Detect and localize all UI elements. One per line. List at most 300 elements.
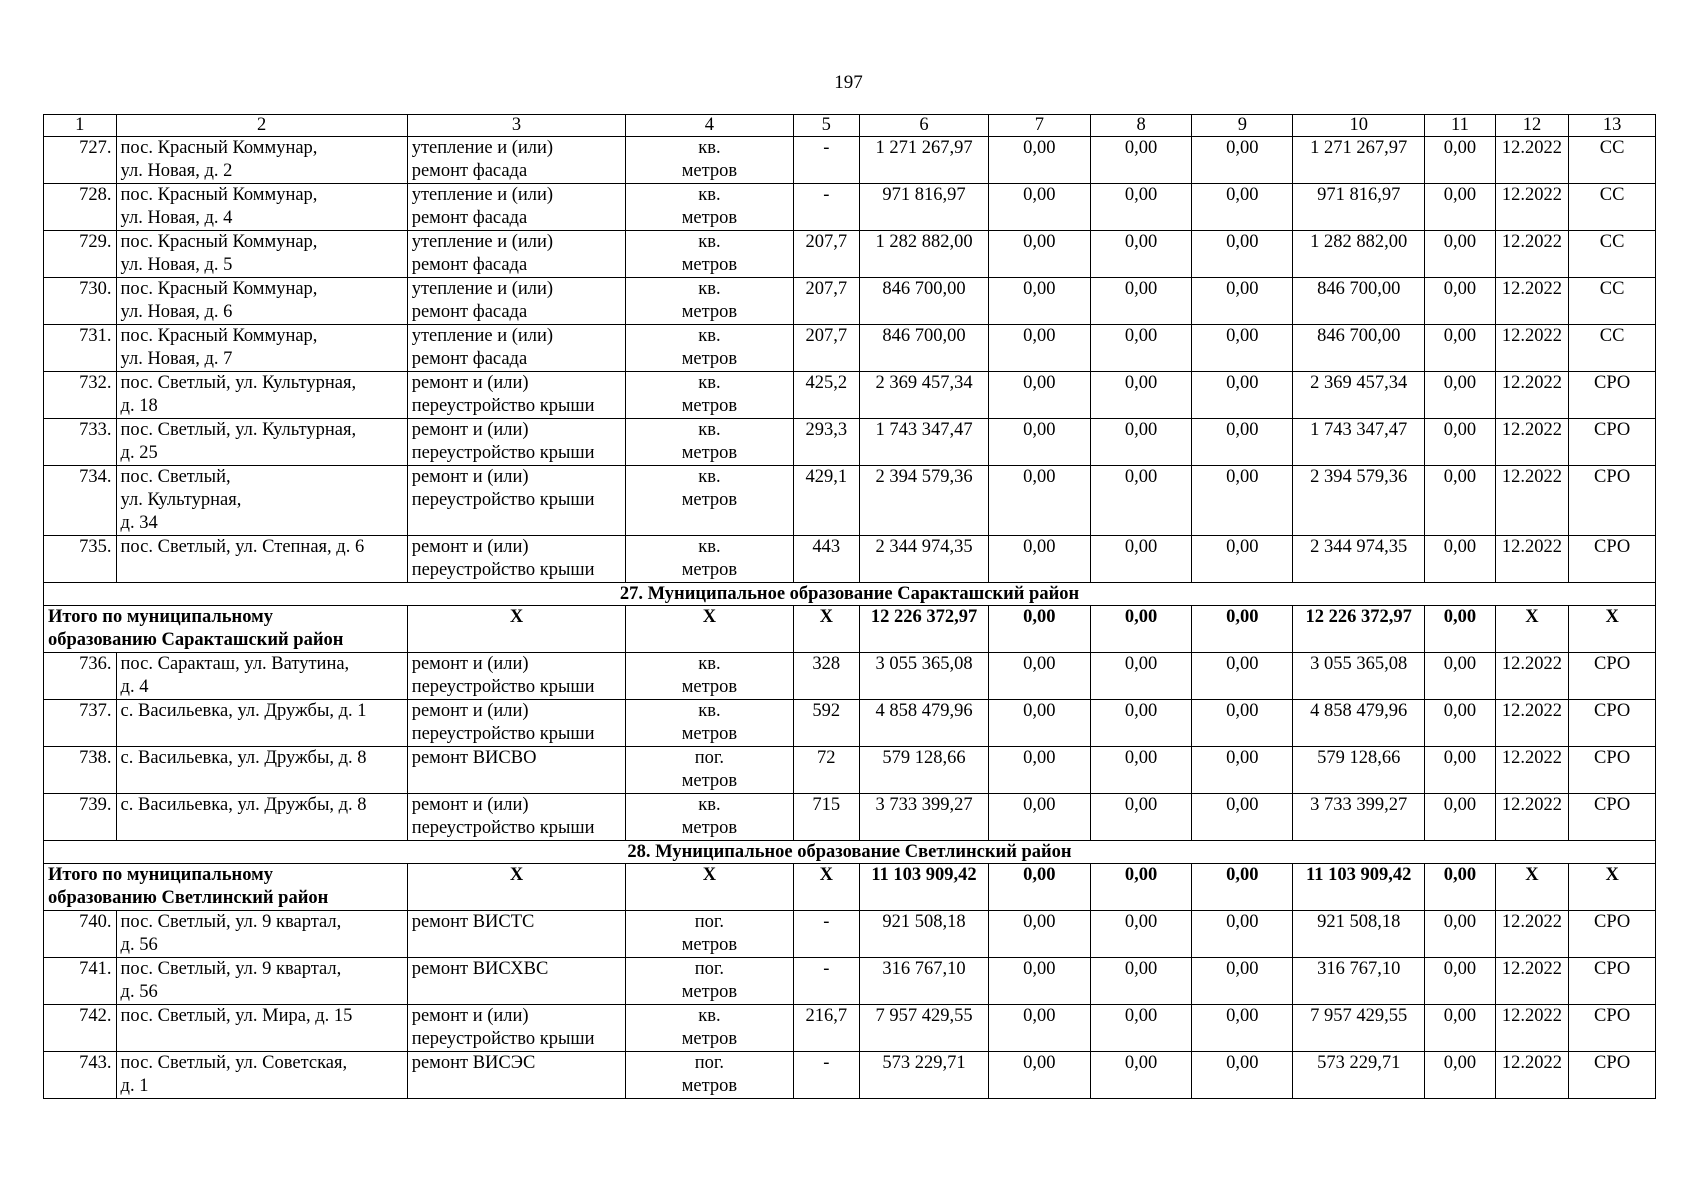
work-type-cell-line: ремонт и (или) [411, 1006, 529, 1026]
value-cell: 0,00 [988, 536, 1090, 583]
total-cell: Х [1569, 606, 1656, 653]
value-cell: 0,00 [988, 1052, 1090, 1099]
unit-cell-line: метров [681, 560, 738, 580]
executor-cell: СРО [1569, 700, 1656, 747]
value-cell: 0,00 [1425, 653, 1496, 700]
address-cell [116, 1005, 407, 1052]
value-cell: 0,00 [1192, 1005, 1293, 1052]
row-number: 728. [44, 184, 117, 231]
area-cell: 443 [793, 536, 859, 583]
executor-cell: СРО [1569, 466, 1656, 536]
capital-repair-table [43, 114, 1656, 1099]
executor-cell: СС [1569, 184, 1656, 231]
row-number: 742. [44, 1005, 117, 1052]
work-type-cell-line: переустройство крыши [411, 443, 595, 463]
value-cell: 0,00 [1425, 747, 1496, 794]
address-cell-line: пос. Красный Коммунар, [120, 138, 318, 158]
row-number: 738. [44, 747, 117, 794]
work-type-cell-line: ремонт и (или) [411, 795, 529, 815]
unit-cell-line: метров [681, 208, 738, 228]
work-type-cell [407, 958, 626, 1005]
unit-cell [626, 700, 793, 747]
row-number: 734. [44, 466, 117, 536]
row-number: 729. [44, 231, 117, 278]
value-cell: 0,00 [1090, 653, 1192, 700]
work-type-cell [407, 700, 626, 747]
total-cell: Х [626, 864, 793, 911]
value-cell: 0,00 [1425, 1052, 1496, 1099]
address-cell-line: ул. Новая, д. 5 [120, 255, 233, 275]
value-cell: 12.2022 [1495, 958, 1569, 1005]
work-type-cell [407, 372, 626, 419]
address-cell-line: пос. Светлый, ул. 9 квартал, [120, 912, 342, 932]
address-cell [116, 653, 407, 700]
value-cell: 0,00 [1090, 958, 1192, 1005]
row-number: 730. [44, 278, 117, 325]
value-cell: 0,00 [1425, 231, 1496, 278]
address-cell-line: ул. Культурная, [120, 490, 242, 510]
header-cell: 5 [793, 115, 859, 137]
header-cell: 13 [1569, 115, 1656, 137]
executor-cell: СРО [1569, 958, 1656, 1005]
row-number: 731. [44, 325, 117, 372]
unit-cell-line: кв. [698, 326, 721, 346]
unit-cell [626, 325, 793, 372]
work-type-cell [407, 1052, 626, 1099]
executor-cell: СРО [1569, 1005, 1656, 1052]
work-type-cell-line: ремонт фасада [411, 255, 528, 275]
value-cell: 0,00 [1425, 911, 1496, 958]
value-cell: 573 229,71 [860, 1052, 989, 1099]
value-cell: 0,00 [1090, 911, 1192, 958]
value-cell: 0,00 [988, 794, 1090, 841]
value-cell: 0,00 [1192, 184, 1293, 231]
address-cell [116, 137, 407, 184]
unit-cell-line: кв. [698, 279, 721, 299]
work-type-cell-line: ремонт фасада [411, 161, 528, 181]
header-cell: 2 [116, 115, 407, 137]
work-type-cell [407, 466, 626, 536]
executor-cell: СРО [1569, 419, 1656, 466]
work-type-cell-line: ремонт и (или) [411, 654, 529, 674]
total-label-line: Итого по муниципальному [48, 865, 273, 885]
table-row [44, 231, 1656, 278]
work-type-cell [407, 184, 626, 231]
address-cell [116, 911, 407, 958]
total-row [44, 606, 1656, 653]
area-cell: 207,7 [793, 325, 859, 372]
work-type-cell-line: ремонт и (или) [411, 701, 529, 721]
work-type-cell-line: утепление и (или) [411, 279, 554, 299]
executor-cell: СС [1569, 278, 1656, 325]
executor-cell: СРО [1569, 747, 1656, 794]
area-cell: - [793, 137, 859, 184]
unit-cell [626, 278, 793, 325]
value-cell: 12.2022 [1495, 419, 1569, 466]
work-type-cell-line: ремонт и (или) [411, 420, 529, 440]
work-type-cell-line: ремонт ВИСВО [411, 748, 537, 768]
unit-cell-line: кв. [698, 467, 721, 487]
value-cell: 12.2022 [1495, 536, 1569, 583]
total-label [44, 864, 408, 911]
total-cell: 0,00 [1192, 606, 1293, 653]
unit-cell-line: метров [681, 677, 738, 697]
section-header-row [44, 583, 1656, 606]
value-cell: 4 858 479,96 [1293, 700, 1425, 747]
value-cell: 971 816,97 [860, 184, 989, 231]
value-cell: 0,00 [1192, 372, 1293, 419]
value-cell: 0,00 [1090, 231, 1192, 278]
value-cell: 2 394 579,36 [860, 466, 989, 536]
value-cell: 0,00 [1090, 1005, 1192, 1052]
value-cell: 0,00 [988, 747, 1090, 794]
value-cell: 12.2022 [1495, 1052, 1569, 1099]
total-cell: 0,00 [988, 606, 1090, 653]
value-cell: 0,00 [1192, 536, 1293, 583]
unit-cell-line: кв. [698, 373, 721, 393]
total-cell: 0,00 [1425, 606, 1496, 653]
area-cell: 72 [793, 747, 859, 794]
total-cell: Х [1495, 864, 1569, 911]
unit-cell-line: метров [681, 1029, 738, 1049]
total-cell: 0,00 [1192, 864, 1293, 911]
value-cell: 2 369 457,34 [860, 372, 989, 419]
value-cell: 0,00 [1192, 325, 1293, 372]
unit-cell-line: метров [681, 982, 738, 1002]
table-row [44, 958, 1656, 1005]
area-cell: - [793, 911, 859, 958]
unit-cell [626, 1052, 793, 1099]
work-type-cell [407, 325, 626, 372]
address-cell-line: пос. Светлый, ул. Культурная, [120, 373, 357, 393]
address-cell [116, 700, 407, 747]
value-cell: 0,00 [1192, 700, 1293, 747]
address-cell-line: пос. Светлый, ул. Степная, д. 6 [120, 537, 365, 557]
total-cell: 11 103 909,42 [1293, 864, 1425, 911]
address-cell-line: пос. Красный Коммунар, [120, 185, 318, 205]
address-cell [116, 278, 407, 325]
unit-cell [626, 794, 793, 841]
total-cell: Х [407, 864, 626, 911]
value-cell: 0,00 [1090, 700, 1192, 747]
work-type-cell-line: ремонт и (или) [411, 467, 529, 487]
table-row [44, 1052, 1656, 1099]
value-cell: 0,00 [1090, 466, 1192, 536]
unit-cell-line: пог. [694, 1053, 725, 1073]
header-cell: 3 [407, 115, 626, 137]
unit-cell-line: метров [681, 161, 738, 181]
unit-cell-line: метров [681, 302, 738, 322]
value-cell: 3 733 399,27 [1293, 794, 1425, 841]
table-row [44, 278, 1656, 325]
work-type-cell [407, 419, 626, 466]
table-row [44, 794, 1656, 841]
work-type-cell-line: ремонт фасада [411, 302, 528, 322]
value-cell: 2 344 974,35 [1293, 536, 1425, 583]
address-cell [116, 419, 407, 466]
address-cell-line: пос. Красный Коммунар, [120, 232, 318, 252]
value-cell: 573 229,71 [1293, 1052, 1425, 1099]
value-cell: 846 700,00 [860, 325, 989, 372]
value-cell: 0,00 [1425, 325, 1496, 372]
value-cell: 579 128,66 [1293, 747, 1425, 794]
area-cell: 207,7 [793, 231, 859, 278]
total-cell: Х [407, 606, 626, 653]
table-row [44, 325, 1656, 372]
work-type-cell-line: утепление и (или) [411, 185, 554, 205]
value-cell: 846 700,00 [860, 278, 989, 325]
address-cell-line: пос. Красный Коммунар, [120, 279, 318, 299]
work-type-cell-line: переустройство крыши [411, 818, 595, 838]
value-cell: 0,00 [1090, 794, 1192, 841]
value-cell: 0,00 [988, 184, 1090, 231]
total-cell: Х [1569, 864, 1656, 911]
address-cell-line: с. Васильевка, ул. Дружбы, д. 8 [120, 748, 367, 768]
work-type-cell-line: ремонт ВИСТС [411, 912, 535, 932]
table-row [44, 536, 1656, 583]
unit-cell [626, 958, 793, 1005]
work-type-cell [407, 536, 626, 583]
unit-cell-line: кв. [698, 232, 721, 252]
address-cell-line: с. Васильевка, ул. Дружбы, д. 1 [120, 701, 367, 721]
area-cell: 592 [793, 700, 859, 747]
value-cell: 7 957 429,55 [860, 1005, 989, 1052]
row-number: 733. [44, 419, 117, 466]
work-type-cell-line: переустройство крыши [411, 560, 595, 580]
address-cell-line: пос. Светлый, [120, 467, 231, 487]
value-cell: 0,00 [1192, 958, 1293, 1005]
section-title: 27. Муниципальное образование Саракташский район [44, 583, 1656, 606]
section-title: 28. Муниципальное образование Светлинский район [44, 841, 1656, 864]
page-number: 197 [834, 72, 863, 93]
work-type-cell [407, 911, 626, 958]
work-type-cell-line: ремонт и (или) [411, 537, 529, 557]
address-cell [116, 747, 407, 794]
address-cell-line: д. 4 [120, 677, 149, 697]
area-cell: 429,1 [793, 466, 859, 536]
unit-cell-line: кв. [698, 1006, 721, 1026]
address-cell-line: с. Васильевка, ул. Дружбы, д. 8 [120, 795, 367, 815]
value-cell: 0,00 [988, 325, 1090, 372]
value-cell: 1 282 882,00 [1293, 231, 1425, 278]
work-type-cell [407, 653, 626, 700]
value-cell: 0,00 [1090, 184, 1192, 231]
unit-cell [626, 419, 793, 466]
value-cell: 0,00 [1192, 1052, 1293, 1099]
value-cell: 0,00 [988, 372, 1090, 419]
value-cell: 0,00 [1425, 466, 1496, 536]
row-number: 740. [44, 911, 117, 958]
address-cell-line: пос. Саракташ, ул. Ватутина, [120, 654, 350, 674]
unit-cell-line: кв. [698, 420, 721, 440]
address-cell-line: д. 34 [120, 513, 158, 533]
area-cell: - [793, 958, 859, 1005]
executor-cell: СРО [1569, 794, 1656, 841]
address-cell [116, 794, 407, 841]
unit-cell-line: пог. [694, 959, 725, 979]
area-cell: 425,2 [793, 372, 859, 419]
row-number: 732. [44, 372, 117, 419]
unit-cell [626, 184, 793, 231]
value-cell: 0,00 [1425, 137, 1496, 184]
value-cell: 0,00 [1090, 372, 1192, 419]
value-cell: 0,00 [988, 137, 1090, 184]
total-cell: 0,00 [1090, 606, 1192, 653]
address-cell-line: д. 56 [120, 982, 158, 1002]
value-cell: 12.2022 [1495, 137, 1569, 184]
value-cell: 12.2022 [1495, 466, 1569, 536]
value-cell: 0,00 [1192, 747, 1293, 794]
executor-cell: СС [1569, 231, 1656, 278]
value-cell: 971 816,97 [1293, 184, 1425, 231]
unit-cell [626, 466, 793, 536]
unit-cell-line: кв. [698, 138, 721, 158]
address-cell [116, 372, 407, 419]
value-cell: 846 700,00 [1293, 278, 1425, 325]
total-cell: 12 226 372,97 [860, 606, 989, 653]
value-cell: 12.2022 [1495, 231, 1569, 278]
work-type-cell [407, 1005, 626, 1052]
executor-cell: СС [1569, 137, 1656, 184]
table-row [44, 700, 1656, 747]
work-type-cell-line: переустройство крыши [411, 1029, 595, 1049]
section-header-row [44, 841, 1656, 864]
value-cell: 1 743 347,47 [860, 419, 989, 466]
header-cell: 12 [1495, 115, 1569, 137]
total-label [44, 606, 408, 653]
executor-cell: СС [1569, 325, 1656, 372]
unit-cell-line: метров [681, 349, 738, 369]
value-cell: 12.2022 [1495, 278, 1569, 325]
value-cell: 3 055 365,08 [1293, 653, 1425, 700]
table-row [44, 372, 1656, 419]
value-cell: 0,00 [988, 419, 1090, 466]
value-cell: 0,00 [1192, 466, 1293, 536]
unit-cell-line: кв. [698, 537, 721, 557]
unit-cell [626, 747, 793, 794]
work-type-cell-line: переустройство крыши [411, 490, 595, 510]
value-cell: 0,00 [988, 1005, 1090, 1052]
table-row [44, 466, 1656, 536]
total-cell: 0,00 [1425, 864, 1496, 911]
unit-cell-line: метров [681, 490, 738, 510]
value-cell: 0,00 [1425, 278, 1496, 325]
unit-cell-line: метров [681, 771, 738, 791]
unit-cell [626, 372, 793, 419]
area-cell: 216,7 [793, 1005, 859, 1052]
value-cell: 12.2022 [1495, 794, 1569, 841]
value-cell: 0,00 [988, 958, 1090, 1005]
work-type-cell-line: утепление и (или) [411, 326, 554, 346]
area-cell: 293,3 [793, 419, 859, 466]
table-row [44, 419, 1656, 466]
value-cell: 0,00 [988, 911, 1090, 958]
table-row [44, 184, 1656, 231]
work-type-cell-line: утепление и (или) [411, 138, 554, 158]
address-cell-line: ул. Новая, д. 4 [120, 208, 233, 228]
total-label-line: Итого по муниципальному [48, 607, 273, 627]
total-row [44, 864, 1656, 911]
value-cell: 0,00 [1425, 700, 1496, 747]
area-cell: - [793, 1052, 859, 1099]
total-cell: Х [626, 606, 793, 653]
address-cell [116, 231, 407, 278]
value-cell: 12.2022 [1495, 911, 1569, 958]
row-number: 741. [44, 958, 117, 1005]
row-number: 739. [44, 794, 117, 841]
row-number: 727. [44, 137, 117, 184]
address-cell-line: ул. Новая, д. 6 [120, 302, 233, 322]
total-cell: 0,00 [988, 864, 1090, 911]
executor-cell: СРО [1569, 372, 1656, 419]
address-cell-line: пос. Светлый, ул. Советская, [120, 1053, 348, 1073]
value-cell: 0,00 [1192, 278, 1293, 325]
work-type-cell-line: ремонт ВИСХВС [411, 959, 549, 979]
value-cell: 2 344 974,35 [860, 536, 989, 583]
address-cell-line: пос. Светлый, ул. 9 квартал, [120, 959, 342, 979]
value-cell: 0,00 [1425, 419, 1496, 466]
total-label-line: образованию Светлинский район [48, 888, 329, 908]
work-type-cell [407, 137, 626, 184]
work-type-cell [407, 794, 626, 841]
address-cell-line: пос. Светлый, ул. Мира, д. 15 [120, 1006, 353, 1026]
executor-cell: СРО [1569, 653, 1656, 700]
header-cell: 4 [626, 115, 793, 137]
row-number: 735. [44, 536, 117, 583]
area-cell: 207,7 [793, 278, 859, 325]
header-row [44, 115, 1656, 137]
value-cell: 0,00 [988, 700, 1090, 747]
value-cell: 3 055 365,08 [860, 653, 989, 700]
work-type-cell-line: ремонт фасада [411, 208, 528, 228]
value-cell: 1 743 347,47 [1293, 419, 1425, 466]
work-type-cell-line: переустройство крыши [411, 396, 595, 416]
unit-cell [626, 137, 793, 184]
value-cell: 0,00 [1192, 419, 1293, 466]
value-cell: 0,00 [1192, 137, 1293, 184]
value-cell: 0,00 [1425, 372, 1496, 419]
address-cell [116, 325, 407, 372]
value-cell: 0,00 [1090, 137, 1192, 184]
value-cell: 0,00 [1090, 536, 1192, 583]
value-cell: 0,00 [1090, 325, 1192, 372]
address-cell [116, 958, 407, 1005]
total-cell: Х [1495, 606, 1569, 653]
value-cell: 1 282 882,00 [860, 231, 989, 278]
executor-cell: СРО [1569, 911, 1656, 958]
row-number: 736. [44, 653, 117, 700]
unit-cell-line: метров [681, 818, 738, 838]
total-cell: 0,00 [1090, 864, 1192, 911]
address-cell-line: д. 25 [120, 443, 158, 463]
table-row [44, 653, 1656, 700]
unit-cell [626, 536, 793, 583]
value-cell: 7 957 429,55 [1293, 1005, 1425, 1052]
header-cell: 10 [1293, 115, 1425, 137]
value-cell: 1 271 267,97 [1293, 137, 1425, 184]
unit-cell [626, 231, 793, 278]
value-cell: 0,00 [1425, 794, 1496, 841]
work-type-cell-line: ремонт и (или) [411, 373, 529, 393]
value-cell: 0,00 [1425, 536, 1496, 583]
value-cell: 0,00 [1425, 958, 1496, 1005]
unit-cell-line: метров [681, 935, 738, 955]
address-cell-line: пос. Светлый, ул. Культурная, [120, 420, 357, 440]
address-cell-line: ул. Новая, д. 2 [120, 161, 233, 181]
value-cell: 0,00 [1425, 1005, 1496, 1052]
unit-cell-line: метров [681, 724, 738, 744]
unit-cell-line: кв. [698, 701, 721, 721]
